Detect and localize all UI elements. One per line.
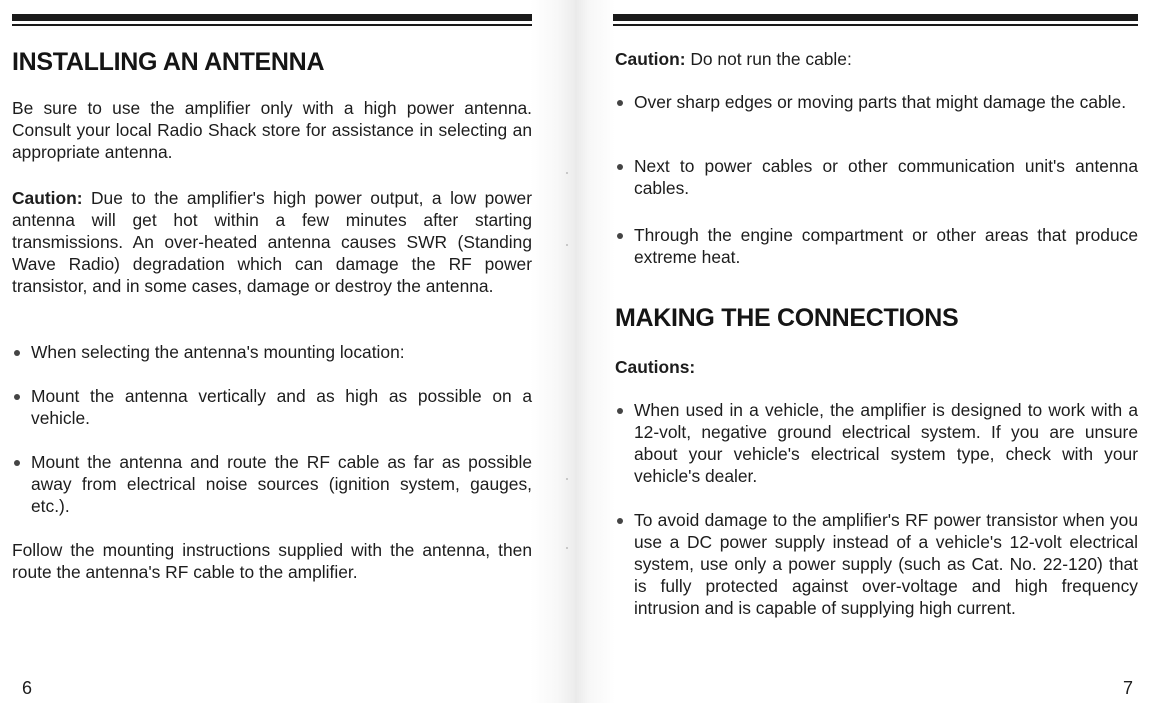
cautions-subheading: Cautions:: [615, 357, 696, 377]
scan-speck: [566, 478, 568, 480]
list-item: [615, 399, 1138, 487]
scan-speck: [566, 244, 568, 246]
bullet-icon: [617, 100, 623, 106]
header-rule: [12, 14, 532, 21]
bullet-icon: [617, 233, 623, 239]
list-item: [12, 385, 532, 429]
caution-label: Caution:: [12, 188, 83, 208]
list-item-text: Through the engine compartment or other areas that produce extreme heat.: [634, 225, 1138, 267]
bullet-icon: [617, 518, 623, 524]
right-page: [575, 0, 1150, 703]
list-item: [12, 451, 532, 517]
caution-label: Caution:: [615, 49, 686, 69]
list-item: [615, 155, 1138, 199]
bullet-icon: [617, 408, 623, 414]
list-item-text: To avoid damage to the amplifier's RF power transistor when you use a DC power supply instead of a vehicle's 12-volt electrical system, use only a power supply (such as Cat. No. 22-120) that is fully protected against over-voltage and high frequency intrusion and is capable of supplying high current.: [634, 510, 1138, 618]
list-item: [615, 91, 1138, 113]
list-item-text: Mount the antenna and route the RF cable as far as possible away from electrical noise sources (ignition system, gauges, etc.).: [31, 452, 532, 516]
closing-paragraph: Follow the mounting instructions supplied with the antenna, then route the antenna's RF cable to the amplifier.: [12, 540, 532, 582]
list-item-text: Next to power cables or other communication unit's antenna cables.: [634, 156, 1138, 198]
bullet-icon: [14, 460, 20, 466]
scan-speck: [566, 547, 568, 549]
list-item: [615, 509, 1138, 619]
intro-paragraph: Be sure to use the amplifier only with a high power antenna. Consult your local Radio Shack store for assistance in selecting an appropriate antenna.: [12, 98, 532, 162]
scan-speck: [566, 172, 568, 174]
list-item: [12, 341, 532, 363]
list-item-text: When selecting the antenna's mounting location:: [31, 342, 405, 362]
page-number: 7: [1123, 678, 1134, 698]
header-rule: [613, 14, 1138, 21]
list-item-text: Over sharp edges or moving parts that might damage the cable.: [634, 92, 1127, 112]
list-item-text: Mount the antenna vertically and as high as possible on a vehicle.: [31, 386, 532, 428]
section-heading-making-connections: MAKING THE CONNECTIONS: [615, 304, 959, 332]
caution-text: Due to the amplifier's high power output, a low power antenna will get hot within a few minutes after starting transmissions. An over-heated antenna causes SWR (Standing Wave Radio) degradation which can damage the RF power transistor, and in some cases, damage or destroy the antenna.: [12, 188, 532, 296]
page-number: 6: [22, 678, 33, 698]
list-item: [615, 224, 1138, 268]
caution-paragraph: [615, 48, 1138, 70]
caution-paragraph: [12, 187, 532, 297]
bullet-icon: [617, 164, 623, 170]
section-heading-installing-antenna: INSTALLING AN ANTENNA: [12, 48, 325, 76]
bullet-icon: [14, 394, 20, 400]
bullet-icon: [14, 350, 20, 356]
caution-text: Do not run the cable:: [685, 49, 852, 69]
list-item-text: When used in a vehicle, the amplifier is designed to work with a 12-volt, negative ground electrical system. If you are unsure about your vehicle's electrical system type, check with your vehicle's dealer.: [634, 400, 1138, 486]
